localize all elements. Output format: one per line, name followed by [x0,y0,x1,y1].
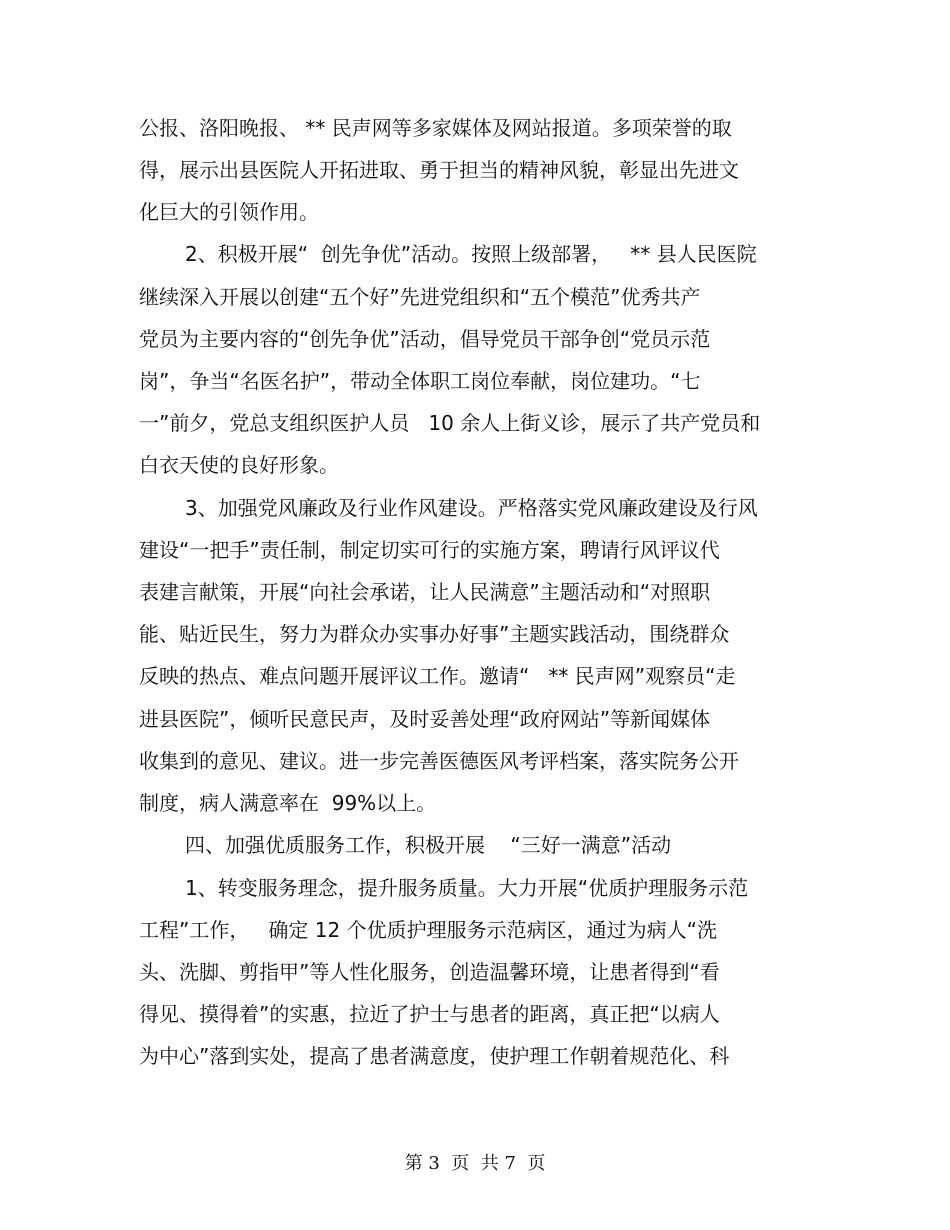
text-line-12: 表建言献策，开展“向社会承诺，让人民满意”主题活动和“对照职 [139,580,711,604]
text-line-15: 进县医院”，倾听民意民声，及时妥善处理“政府网站”等新闻媒体 [139,707,711,731]
text-line-10: 3、加强党风廉政及行业作风建设。严格落实党风廉政建设及行风 [185,496,758,520]
section-heading: 四、加强优质服务工作，积极开展 “三好一满意”活动 [185,833,672,857]
text-line-5: 继续深入开展以创建“五个好”先进党组织和“五个模范”优秀共产 [139,285,701,309]
text-line-19: 1、转变服务理念，提升服务质量。大力开展“优质护理服务示范 [185,876,749,900]
text-line-7: 岗”，争当“名医名护”，带动全体职工岗位奉献，岗位建功。“七 [139,369,701,393]
text-line-20: 工程”工作， 确定 12 个优质护理服务示范病区，通过为病人“洗 [139,918,717,942]
text-line-22: 得见、摸得着”的实惠，拉近了护士与患者的距离，真正把“以病人 [139,1002,720,1026]
text-line-21: 头、洗脚、剪指甲”等人性化服务，创造温馨环境，让患者得到“看 [139,960,720,984]
text-line-11: 建设“一把手”责任制，制定切实可行的实施方案，聘请行风评议代 [139,538,720,562]
page-number-footer: 第 3 页 共 7 页 [404,1153,546,1174]
text-line-16: 收集到的意见、建议。进一步完善医德医风考评档案，落实院务公开 [139,749,739,773]
text-line-1: 公报、洛阳晚报、 ** 民声网等多家媒体及网站报道。多项荣誉的取 [139,116,732,140]
text-line-14: 反映的热点、难点问题开展评议工作。邀请“ ** 民声网”观察员“走 [139,664,736,688]
text-line-3: 化巨大的引领作用。 [139,200,319,224]
text-line-17: 制度，病人满意率在 99%以上。 [139,791,437,815]
text-line-23: 为中心”落到实处，提高了患者满意度，使护理工作朝着规范化、科 [139,1044,730,1068]
text-line-2: 得，展示出县医院人开拓进取、勇于担当的精神风貌，彰显出先进文 [139,158,739,182]
text-line-9: 白衣天使的良好形象。 [139,453,339,477]
text-line-13: 能、贴近民生，努力为群众办实事办好事”主题实践活动，围绕群众 [139,622,730,646]
text-line-4: 2、积极开展“ 创先争优”活动。按照上级部署， ** 县人民医院 [185,242,757,266]
text-line-8: 一”前夕，党总支组织医护人员 10 余人上街义诊，展示了共产党员和 [139,411,761,435]
text-line-6: 党员为主要内容的“创先争优”活动，倡导党员干部争创“党员示范 [139,327,711,351]
